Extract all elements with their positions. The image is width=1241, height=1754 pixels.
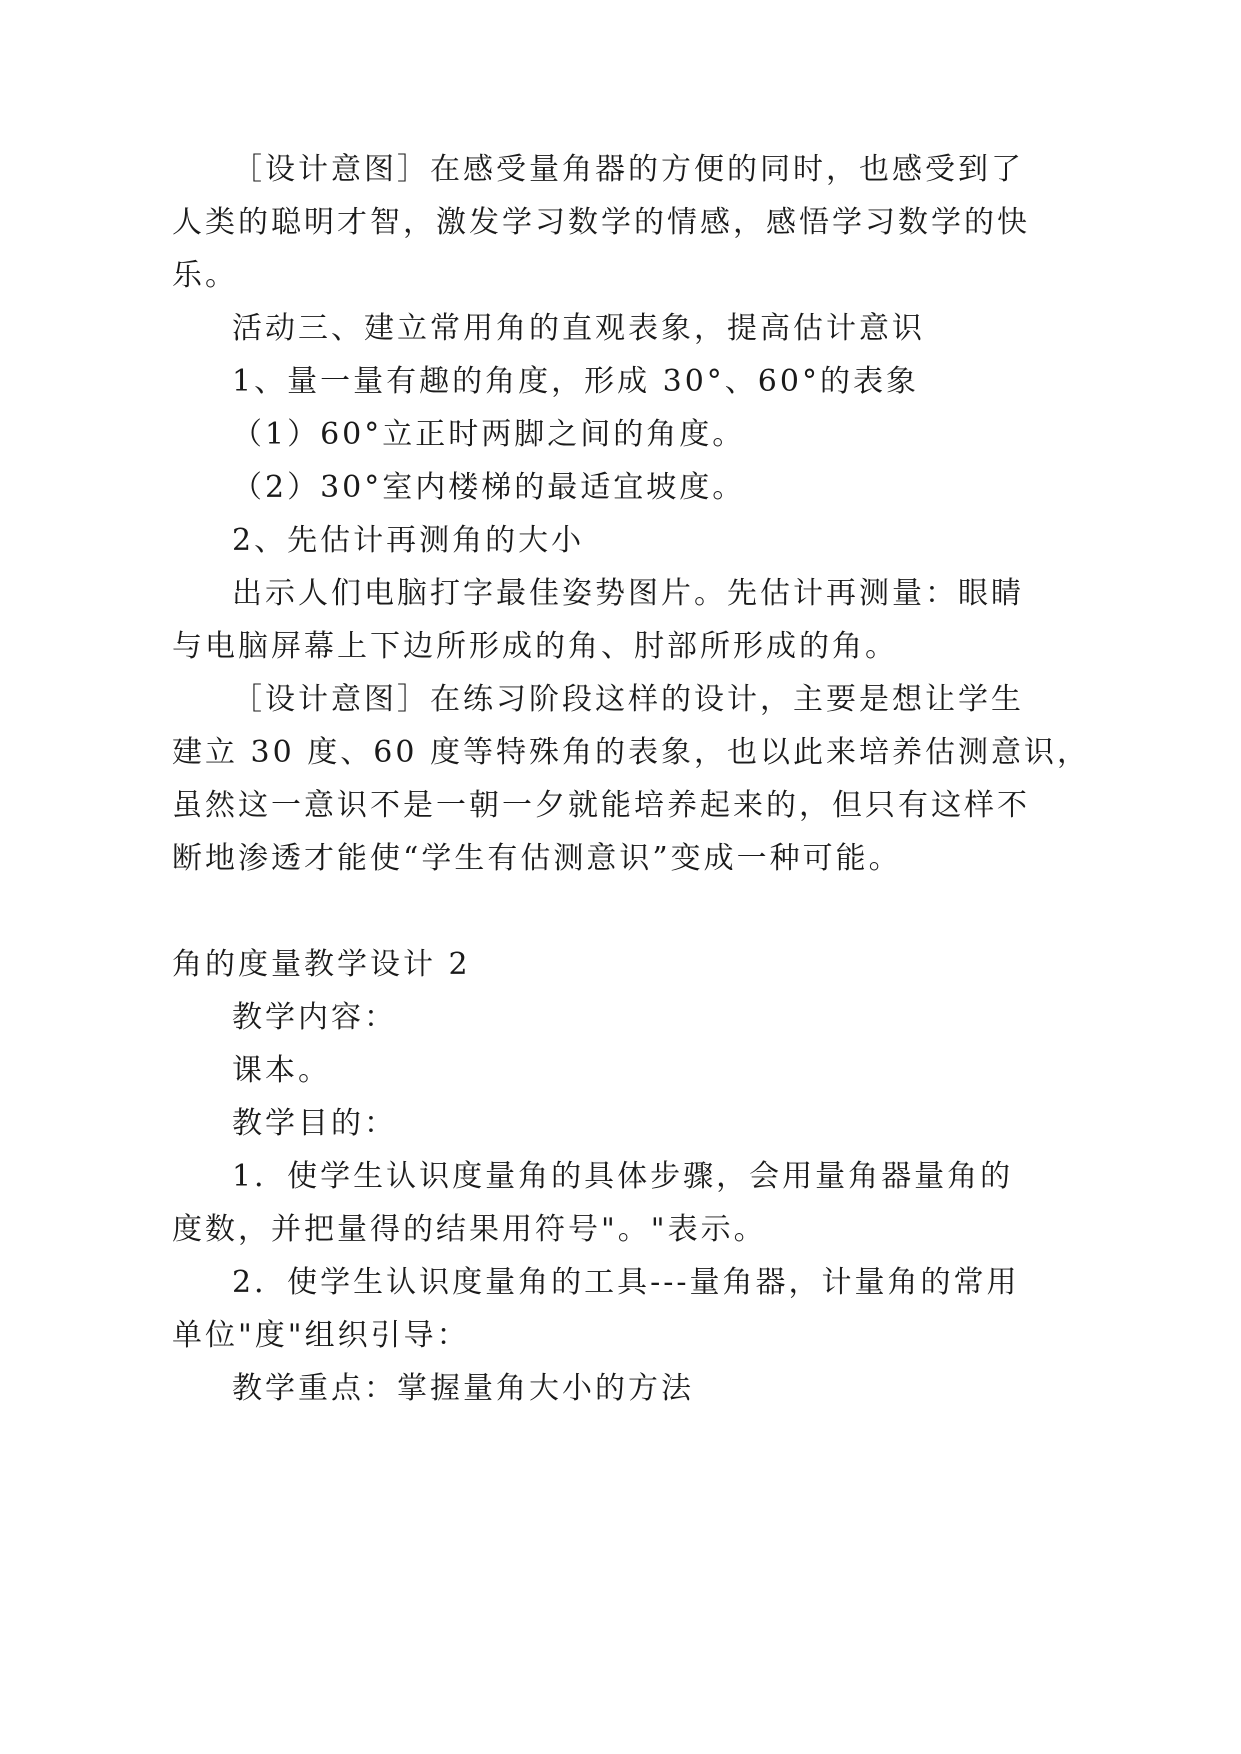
text-line: 虽然这一意识不是一朝一夕就能培养起来的，但只有这样不 [172,788,1030,823]
text-line: ［设计意图］在练习阶段这样的设计，主要是想让学生 [232,682,1024,717]
list-item: 1、量一量有趣的角度，形成 30°、60°的表象 [232,364,919,399]
text-line: 课本。 [232,1053,331,1088]
text-line: 度数，并把量得的结果用符号"。"表示。 [172,1212,767,1247]
text-line: 断地渗透才能使“学生有估测意识”变成一种可能。 [172,841,902,876]
text-line: 乐。 [172,258,238,293]
list-item: 1．使学生认识度量角的具体步骤，会用量角器量角的 [232,1159,1014,1194]
text-line: 教学目的： [232,1106,397,1141]
text-line: 单位"度"组织引导： [172,1318,470,1353]
text-line: 教学重点：掌握量角大小的方法 [232,1371,694,1406]
section-heading: 活动三、建立常用角的直观表象，提高估计意识 [232,311,925,346]
document-title: 角的度量教学设计 2 [172,947,471,982]
text-line: 与电脑屏幕上下边所形成的角、肘部所形成的角。 [172,629,898,664]
text-line: 人类的聪明才智，激发学习数学的情感，感悟学习数学的快 [172,205,1030,240]
text-line: ［设计意图］在感受量角器的方便的同时，也感受到了 [232,152,1024,187]
list-item: 2．使学生认识度量角的工具---量角器，计量角的常用 [232,1265,1020,1300]
text-line: 教学内容： [232,1000,397,1035]
text-line: 出示人们电脑打字最佳姿势图片。先估计再测量：眼睛 [232,576,1024,611]
text-line: 建立 30 度、60 度等特殊角的表象，也以此来培养估测意识， [172,735,1090,770]
list-item: （1）60°立正时两脚之间的角度。 [232,417,746,452]
list-item: （2）30°室内楼梯的最适宜坡度。 [232,470,746,505]
list-item: 2、先估计再测角的大小 [232,523,585,558]
